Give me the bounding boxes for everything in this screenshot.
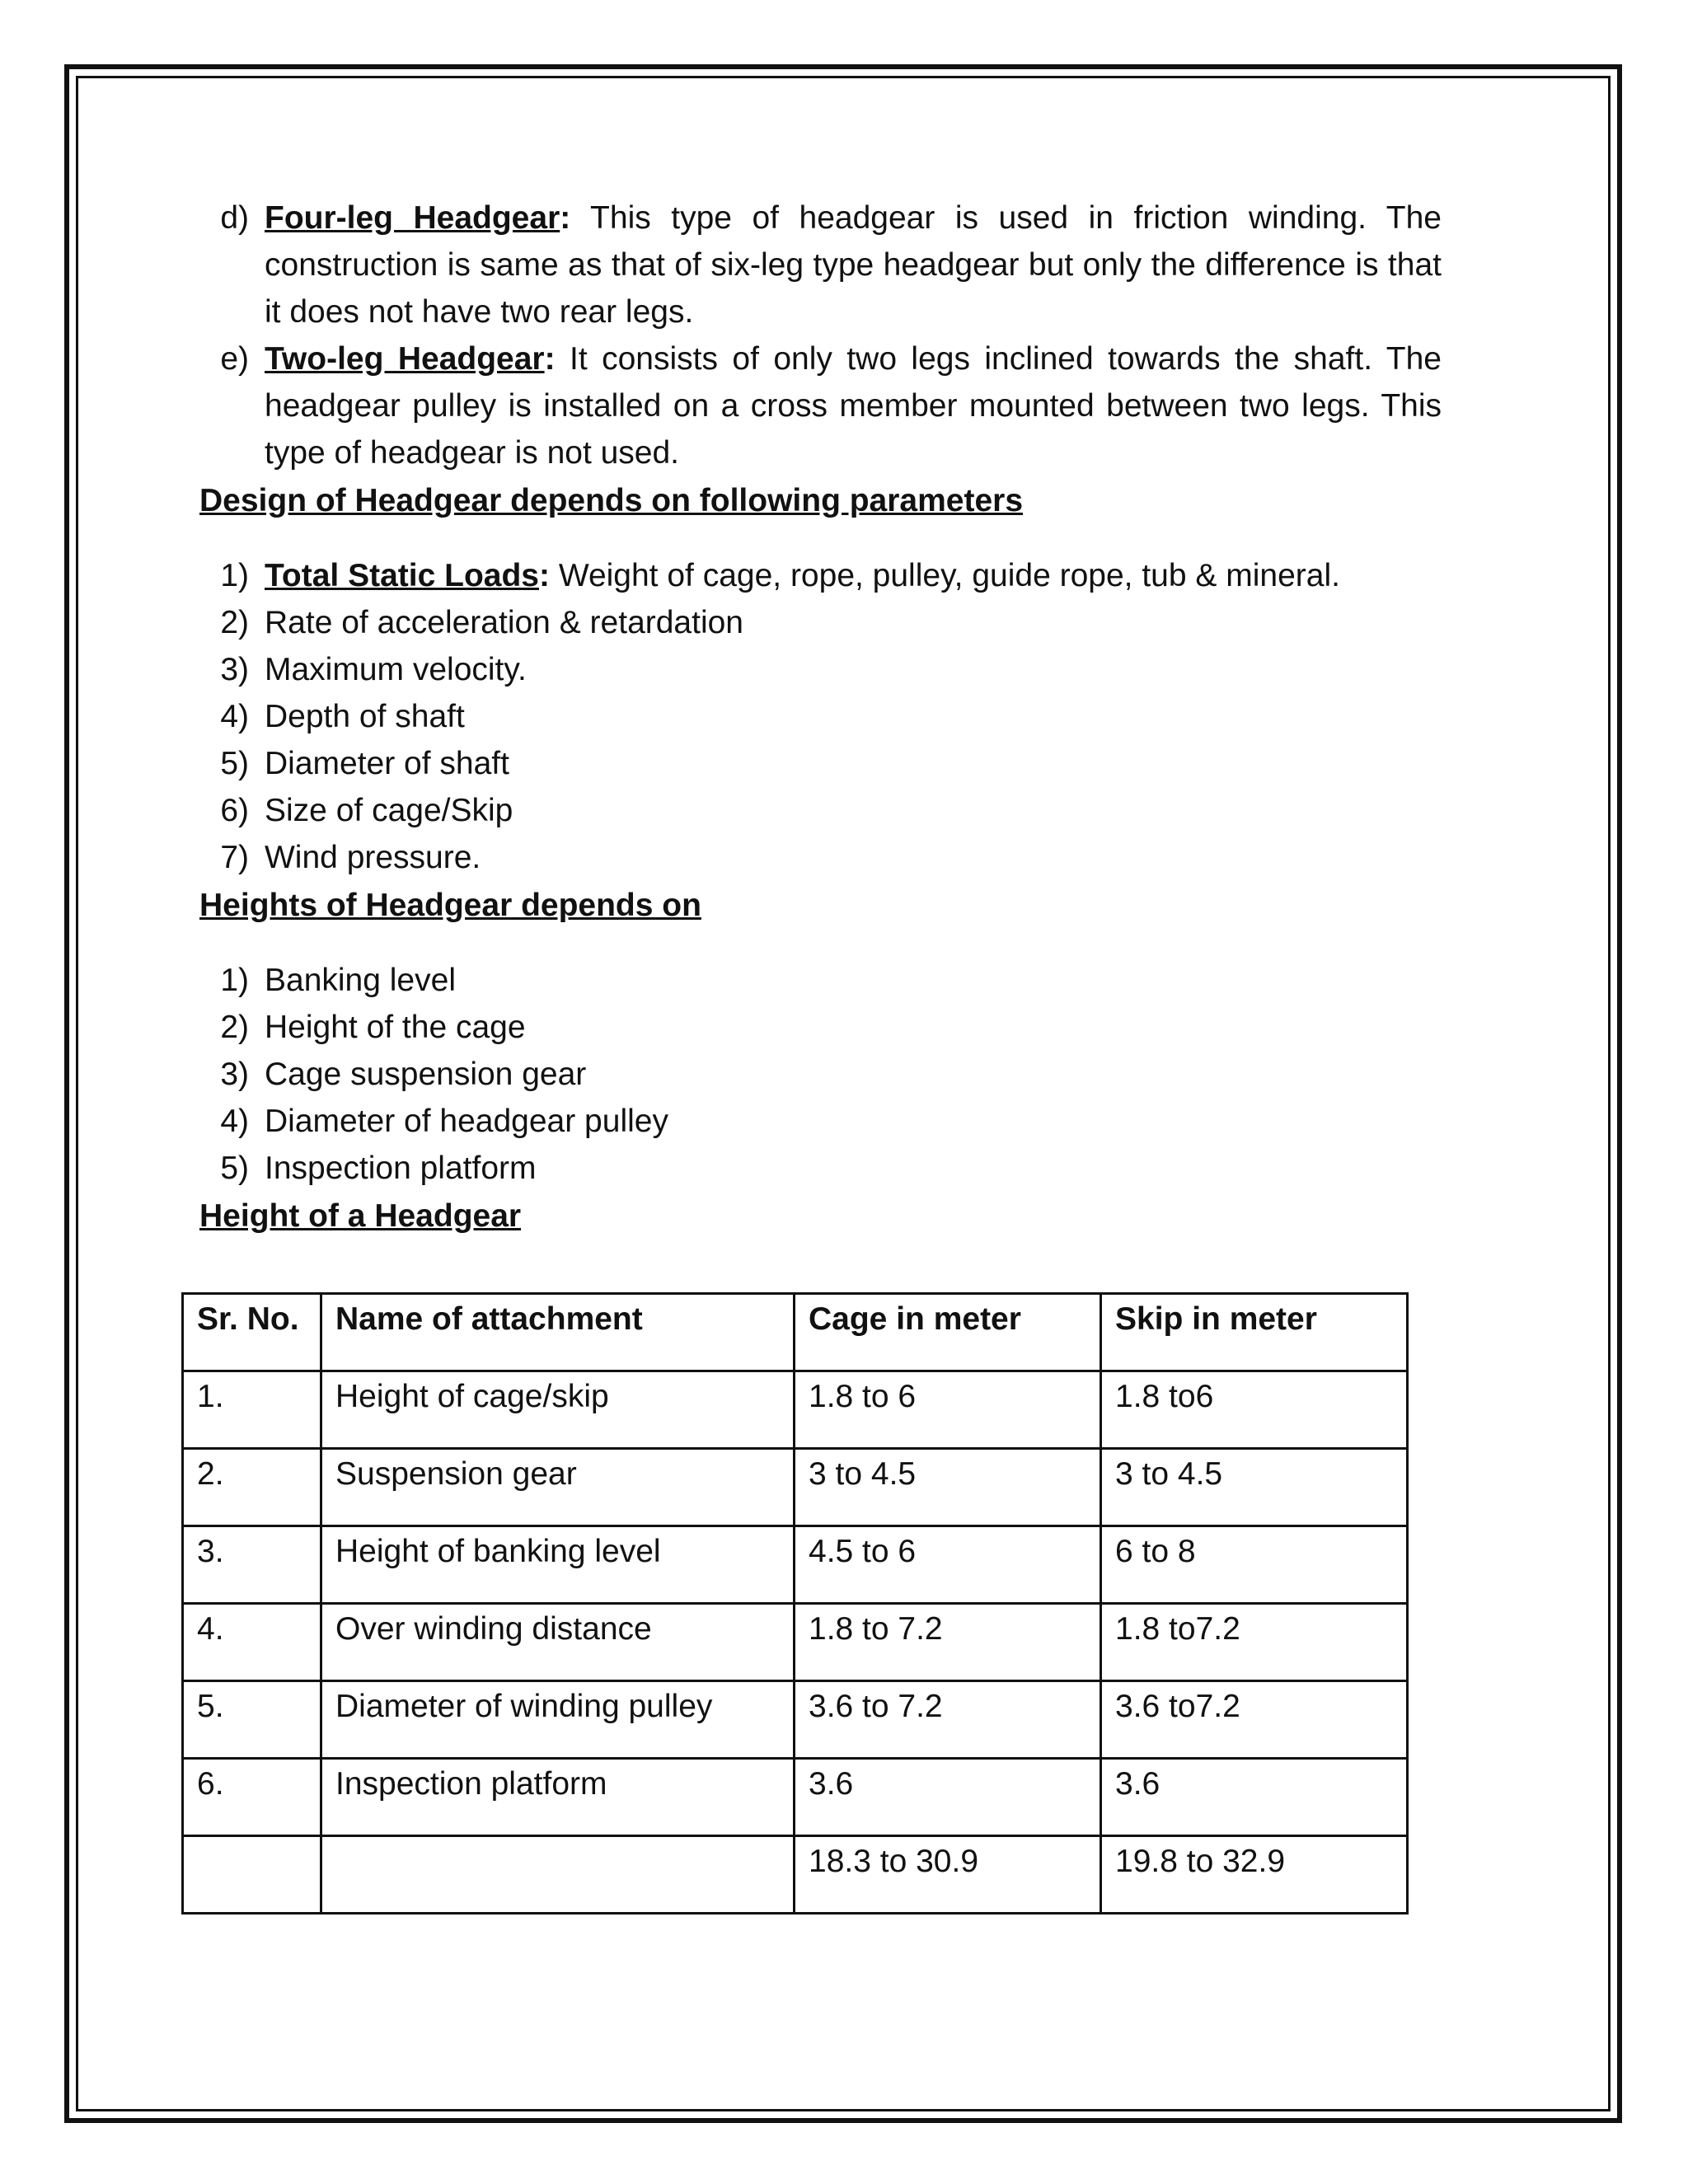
list-item-text: Wind pressure. bbox=[265, 840, 481, 875]
term-description: Weight of cage, rope, pulley, guide rope, tub & mineral. bbox=[550, 558, 1340, 593]
term-label: Total Static Loads bbox=[265, 558, 539, 593]
list-item bbox=[199, 1051, 1493, 1098]
table-cell: 3 to 4.5 bbox=[795, 1449, 1101, 1526]
list-item-text: Diameter of headgear pulley bbox=[265, 1104, 668, 1139]
list-item-four-leg bbox=[199, 194, 1493, 335]
table-row bbox=[183, 1371, 1408, 1449]
table-cell: 1. bbox=[183, 1371, 321, 1449]
column-header: Name of attachment bbox=[321, 1294, 795, 1371]
list-item-two-leg bbox=[199, 335, 1493, 476]
list-marker: e) bbox=[220, 341, 249, 377]
term-colon: : bbox=[539, 558, 550, 593]
column-header: Skip in meter bbox=[1101, 1294, 1408, 1371]
table-cell: 2. bbox=[183, 1449, 321, 1526]
table-cell: 4.5 to 6 bbox=[795, 1526, 1101, 1604]
table-cell: 19.8 to 32.9 bbox=[1101, 1836, 1408, 1914]
spacer bbox=[199, 526, 1493, 552]
list-marker: 5) bbox=[220, 1151, 249, 1186]
table-cell: 3.6 to7.2 bbox=[1101, 1681, 1408, 1759]
term-colon: : bbox=[560, 200, 571, 236]
list-marker: 1) bbox=[220, 558, 249, 593]
heights-list bbox=[199, 957, 1493, 1192]
table-cell bbox=[183, 1836, 321, 1914]
table-cell: 18.3 to 30.9 bbox=[795, 1836, 1101, 1914]
list-item-text: Size of cage/Skip bbox=[265, 793, 513, 828]
term-colon: : bbox=[544, 341, 556, 377]
table-cell: 6. bbox=[183, 1759, 321, 1836]
list-item-text: Inspection platform bbox=[265, 1151, 537, 1186]
table-cell: Over winding distance bbox=[321, 1604, 795, 1681]
table-cell: 4. bbox=[183, 1604, 321, 1681]
list-item bbox=[199, 834, 1493, 881]
table-cell: 1.8 to 6 bbox=[795, 1371, 1101, 1449]
section-heading-design: Design of Headgear depends on following parameters bbox=[199, 483, 1024, 518]
list-item bbox=[199, 1098, 1493, 1145]
column-header: Cage in meter bbox=[795, 1294, 1101, 1371]
table-cell: 1.8 to 7.2 bbox=[795, 1604, 1101, 1681]
list-item bbox=[199, 646, 1493, 693]
list-item bbox=[199, 957, 1493, 1004]
table-header-row bbox=[183, 1294, 1408, 1371]
table-row bbox=[183, 1759, 1408, 1836]
list-item-text: Banking level bbox=[265, 963, 456, 998]
table-cell: Height of banking level bbox=[321, 1526, 795, 1604]
table-cell: 3.6 to 7.2 bbox=[795, 1681, 1101, 1759]
section-heading-heights: Heights of Headgear depends on bbox=[199, 888, 701, 923]
table-cell: Height of cage/skip bbox=[321, 1371, 795, 1449]
list-item bbox=[199, 1145, 1493, 1192]
list-marker: d) bbox=[220, 200, 249, 236]
list-marker: 3) bbox=[220, 1057, 249, 1092]
spacer bbox=[199, 930, 1493, 957]
table-row bbox=[183, 1604, 1408, 1681]
table-cell: 3. bbox=[183, 1526, 321, 1604]
section-heading-height-table: Height of a Headgear bbox=[199, 1198, 522, 1234]
list-marker: 7) bbox=[220, 840, 249, 875]
table-cell: Suspension gear bbox=[321, 1449, 795, 1526]
list-marker: 2) bbox=[220, 1010, 249, 1045]
table-cell: 5. bbox=[183, 1681, 321, 1759]
table-cell: 1.8 to6 bbox=[1101, 1371, 1408, 1449]
list-marker: 5) bbox=[220, 746, 249, 781]
list-item-text: Cage suspension gear bbox=[265, 1057, 587, 1092]
list-item bbox=[199, 787, 1493, 834]
table-cell: 3 to 4.5 bbox=[1101, 1449, 1408, 1526]
table-cell: 6 to 8 bbox=[1101, 1526, 1408, 1604]
table-total-row bbox=[183, 1836, 1408, 1914]
list-item-body bbox=[265, 552, 1340, 599]
list-item-body bbox=[265, 194, 1442, 335]
table-row bbox=[183, 1526, 1408, 1604]
table-cell bbox=[321, 1836, 795, 1914]
column-header: Sr. No. bbox=[183, 1294, 321, 1371]
term-label: Four-leg Headgear bbox=[265, 200, 560, 236]
list-item bbox=[199, 693, 1493, 740]
list-marker: 2) bbox=[220, 605, 249, 640]
table-cell: Inspection platform bbox=[321, 1759, 795, 1836]
list-item bbox=[199, 599, 1493, 646]
term-label: Two-leg Headgear bbox=[265, 341, 545, 377]
table-row bbox=[183, 1449, 1408, 1526]
list-marker: 3) bbox=[220, 652, 249, 687]
list-item bbox=[199, 740, 1493, 787]
list-marker: 6) bbox=[220, 793, 249, 828]
list-marker: 1) bbox=[220, 963, 249, 998]
table-row bbox=[183, 1681, 1408, 1759]
list-item-text: Diameter of shaft bbox=[265, 746, 509, 781]
term-description: This type of headgear is used in friction winding. The construction is same as that of six-leg type headgear but only the difference is that it does not have two rear legs. bbox=[265, 200, 1442, 330]
list-item-text: Height of the cage bbox=[265, 1010, 526, 1045]
list-marker: 4) bbox=[220, 1104, 249, 1139]
list-item bbox=[199, 1004, 1493, 1051]
table-cell: 1.8 to7.2 bbox=[1101, 1604, 1408, 1681]
page-content bbox=[199, 194, 1493, 1241]
list-item bbox=[199, 552, 1493, 599]
list-item-body bbox=[265, 335, 1442, 476]
design-parameters-list bbox=[199, 552, 1493, 881]
term-description: It consists of only two legs inclined towards the shaft. The headgear pulley is installed on a cross member mounted between two legs. This type of headgear is not used. bbox=[265, 341, 1442, 471]
table-cell: 3.6 bbox=[795, 1759, 1101, 1836]
height-table bbox=[181, 1292, 1409, 1915]
list-marker: 4) bbox=[220, 699, 249, 734]
table-cell: Diameter of winding pulley bbox=[321, 1681, 795, 1759]
list-item-text: Rate of acceleration & retardation bbox=[265, 605, 744, 640]
list-item-text: Maximum velocity. bbox=[265, 652, 527, 687]
list-item-text: Depth of shaft bbox=[265, 699, 465, 734]
table-cell: 3.6 bbox=[1101, 1759, 1408, 1836]
